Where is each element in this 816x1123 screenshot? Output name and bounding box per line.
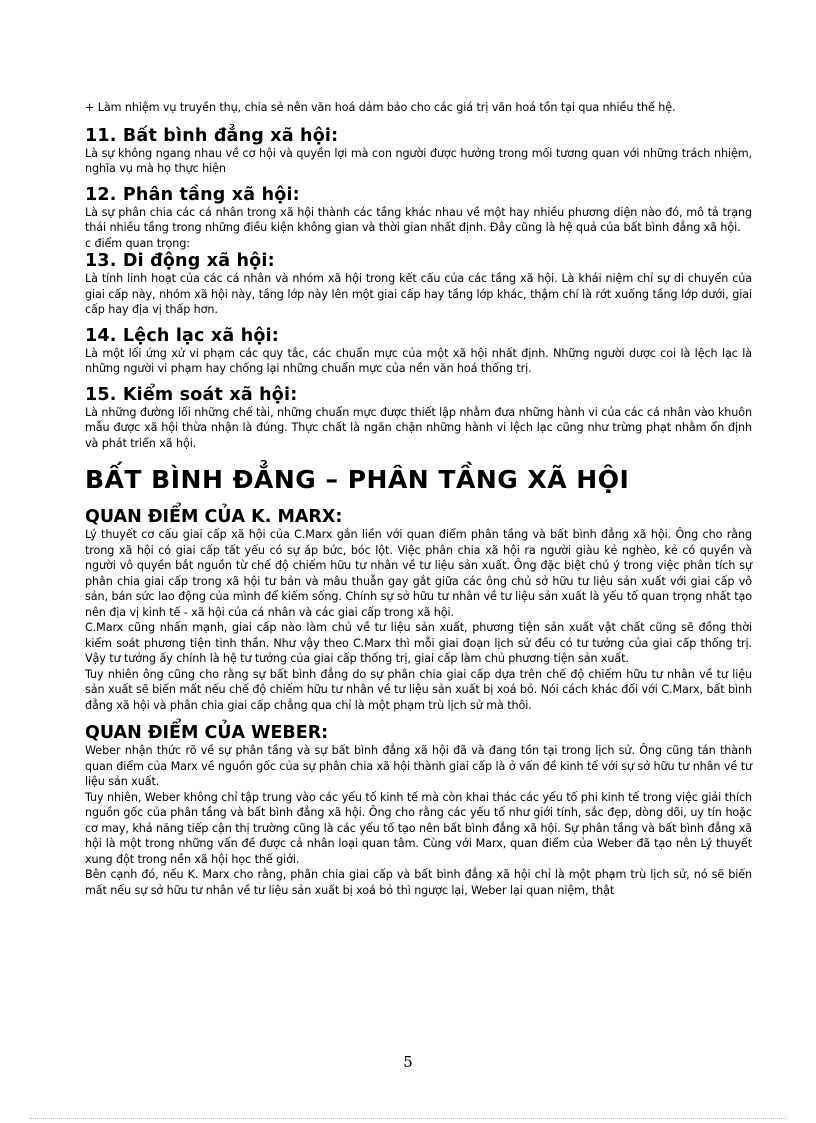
view-paragraph: C.Marx cũng nhấn mạnh, giai cấp nào làm chủ về tư liệu sản xuất, phương tiện sản xuất vật chất cũng sẽ đồng thời kiểm soát phương tiện tinh thần. Như vậy theo C.Marx thì mỗi giai đoạn lịch sử đều có tư tưởng của giai cấp thống trị. Vậy tư tưởng ấy chính là hệ tư tưởng của giai cấp thống trị, giai cấp làm chủ phương tiện sản xuất. [85,621,752,665]
section-heading: 14. Lệch lạc xã hội: [85,325,279,346]
view-paragraph: Lý thuyết cơ cấu giai cấp xã hội của C.Marx gắn liền với quan điểm phân tầng và bất bình đẳng xã hội. Ông cho rằng trong xã hội có giai cấp tất yếu có sự áp bức, bóc lột. Việc phân chia xã hội ra người giàu kẻ nghèo, kẻ có quyền và người vô quyền bắt nguồn từ chế độ chiếm hữu tư nhân về tư liệu sản xuất. Ông đặc biệt chú ý trong việc phân tích sự phân chia giai cấp trong xã hội tư bản và mâu thuẫn gay gắt giữa các ông chủ sở hữu tư liệu sản xuất với giai cấp vô sản, bán sức lao động của mình để kiếm sống. Chính sự sở hữu tư nhân về tư liệu sản xuất là yếu tố quan trọng nhất tạo nên địa vị kinh tế - xã hội của cá nhân và các giai cấp trong xã hội. [85,528,752,619]
section-paragraph: Là tính linh hoạt của các cá nhân và nhóm xã hội trong kết cấu của các tầng xã hội. Là khái niệm chỉ sự di chuyển của giai cấp này, nhóm xã hội này, tầng lớp này lên một giai cấp hay tầng lớp khác, thậm chí là rớt xuống tầng lớp dưới, giai cấp hay địa vị thấp hơn. [85,272,752,316]
view-paragraph: Bên cạnh đó, nếu K. Marx cho rằng, phân chia giai cấp và bất bình đẳng xã hội chỉ là một phạm trù lịch sử, nó sẽ biến mất nếu sự sở hữu tư nhân về tư liệu sản xuất bị xoá bỏ thì ngược lại, Weber lại quan niệm, thật [85,868,752,897]
view-heading: QUAN ĐIỂM CỦA WEBER: [85,723,329,743]
section-heading: 12. Phân tầng xã hội: [85,184,300,205]
page-number: 5 [403,1053,413,1071]
section-12 [85,185,752,252]
view-paragraph: Tuy nhiên, Weber không chỉ tập trung vào các yếu tố kinh tế mà còn khai thác các yếu tố phi kinh tế trong việc giải thích nguồn gốc của phân tầng và bất bình đẳng xã hội. Ông cho rằng các yếu tố như giới tính, sắc đẹp, dòng dõi, uy tín hoặc cơ may, khả năng tiếp cận thị trường cũng là các yếu tố tạo nên bất bình đẳng xã hội. Sự phân tầng và bất bình đẳng xã hội là một trong những vấn đề được cả nhân loại quan tâm. Cùng với Marx, quan điểm của Weber đã tạo nên Lý thuyết xung đột trong nền xã hội học thế giới. [85,790,752,866]
section-heading: 15. Kiểm soát xã hội: [85,384,298,405]
intro-paragraph: + Làm nhiệm vụ truyền thụ, chia sẻ nên văn hoá dảm bảo cho các giá trị văn hoá tồn tại qua nhiều thế hệ. [85,101,676,114]
section-paragraph: Là những đường lối những chế tài, những chuẩn mực được thiết lập nhằm đưa những hành vi của các cá nhân vào khuôn mẫu được xã hội thừa nhận là đúng. Thực chất là ngăn chặn những hành vi lệch lạc cũng như trừng phạt nhằm ổn định và phát triển xã hội. [85,405,752,450]
page-bottom-divider [30,1118,786,1119]
section-paragraph: Là sự không ngang nhau về cơ hội và quyền lợi mà con người được hưởng trong mối tương quan với những trách nhiệm, nghĩa vụ mà họ thực hiện [85,146,752,175]
section-13 [85,251,752,318]
view-heading: QUAN ĐIỂM CỦA K. MARX: [85,507,343,527]
section-paragraph: Là sự phân chia các cá nhân trong xã hội thành các tầng khác nhau về một hay nhiều phương diện nào đó, mô tả trạng thái nhiều tầng trong những điều kiện không gian và thời gian nhất định. Đây cũng là hệ quả của bất bình đẳng xã hội. [85,205,752,234]
section-paragraph: c điểm quan trọng: [85,236,190,250]
section-15 [85,385,752,452]
view-paragraph: Tuy nhiên ông cũng cho rằng sự bất bình đẳng do sự phân chia giai cấp dựa trên chế độ chiếm hữu tư nhân về tư liệu sản xuất sẽ biến mất nếu chế độ chiếm hữu tư nhân về tư liệu sản xuất bị xoá bỏ. Nói cách khác đối với C.Marx, bất bình đẳng xã hội và phân chia giai cấp chẳng qua chỉ là một phạm trù lịch sử mà thôi. [85,667,752,712]
document-page [85,100,752,908]
section-heading: 11. Bất bình đẳng xã hội: [85,125,339,146]
section-paragraph: Là một lối ứng xử vi phạm các quy tắc, các chuẩn mực của một xã hội nhất định. Những người dược coi là lệch lạc là những người vi phạm hay chống lại những chuẩn mực của nền văn hoá thống trị. [85,346,752,375]
view-paragraph: Weber nhận thức rõ về sự phân tầng và sự bất bình đẳng xã hội đã và đang tồn tại trong lịch sử. Ông cũng tán thành quan điểm của Marx về nguồn gốc của sự phân chia xã hội thành giai cấp là ở vấn đề kinh tế với sự sở hữu tư nhân về tư liệu sản xuất. [85,744,752,788]
chapter-title: BẤT BÌNH ĐẲNG – PHÂN TẦNG XÃ HỘI [85,465,630,494]
marx-view [85,507,752,713]
section-11 [85,126,752,177]
section-heading: 13. Di động xã hội: [85,251,275,271]
section-14 [85,326,752,377]
weber-view [85,723,752,898]
